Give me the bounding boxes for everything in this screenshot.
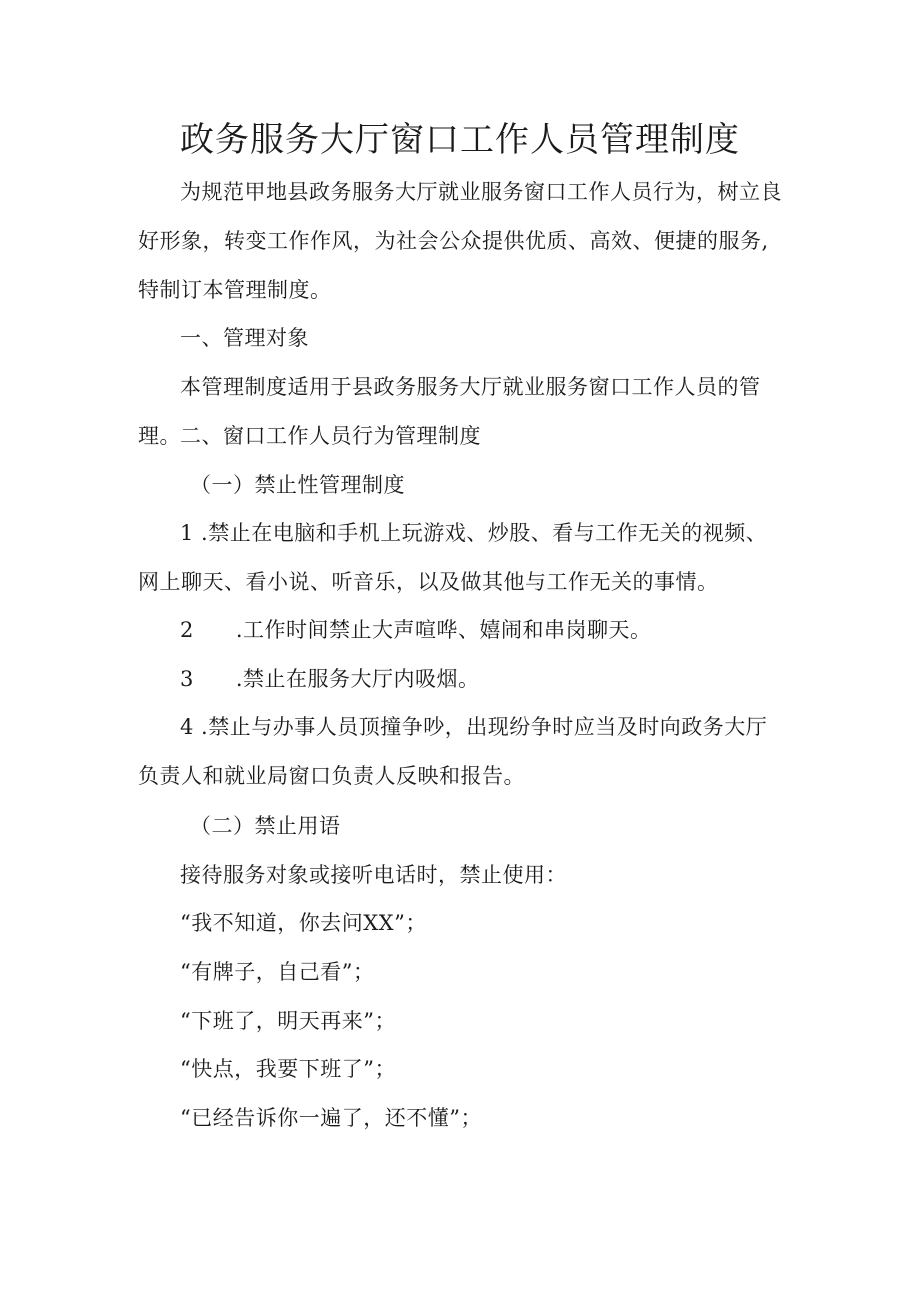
item-2-text: .工作时间禁止大声喧哗、嬉闹和串岗聊天。 [235,618,652,642]
item-3-text: .禁止在服务大厅内吸烟。 [235,667,480,691]
section2-heading: 二、窗口工作人员行为管理制度 [180,424,481,448]
sub2-heading: （二）禁止用语 [190,814,341,838]
item-3 [138,655,788,704]
phrase-item: “我不知道，你去问XX”； [180,911,427,935]
sub2-intro: 接待服务对象或接听电话时，禁止使用： [180,863,567,887]
phrase-item: “快点，我要下班了”； [180,1057,396,1081]
item-2 [138,606,788,655]
item-4: 4 .禁止与办事人员顶撞争吵，出现纷争时应当及时向政务大厅负责人和就业局窗口负责人反映和报告。 [138,715,768,788]
intro-paragraph: 为规范甲地县政务服务大厅就业服务窗口工作人员行为，树立良好形象，转变工作作风，为社会公众提供优质、高效、便捷的服务,特制订本管理制度。 [138,180,782,302]
item-1: 1 .禁止在电脑和手机上玩游戏、炒股、看与工作无关的视频、网上聊天、看小说、听音乐，以及做其他与工作无关的事情。 [138,521,768,594]
sub1-heading: （一）禁止性管理制度 [190,473,405,497]
item-3-number: 3 [180,667,194,691]
item-2-number: 2 [180,618,194,642]
document-title: 政务服务大厅窗口工作人员管理制度 [180,120,740,160]
phrase-item: “已经告诉你一遍了，还不懂”； [180,1106,482,1130]
phrase-item: “下班了，明天再来”； [180,1009,396,1033]
phrase-item: “有牌子，自己看”； [180,960,375,984]
section1-text: 本管理制度适用于县政务服务大厅就业服务窗口工作人员的管理。 [138,375,761,448]
section1-heading: 一、管理对象 [180,326,309,350]
